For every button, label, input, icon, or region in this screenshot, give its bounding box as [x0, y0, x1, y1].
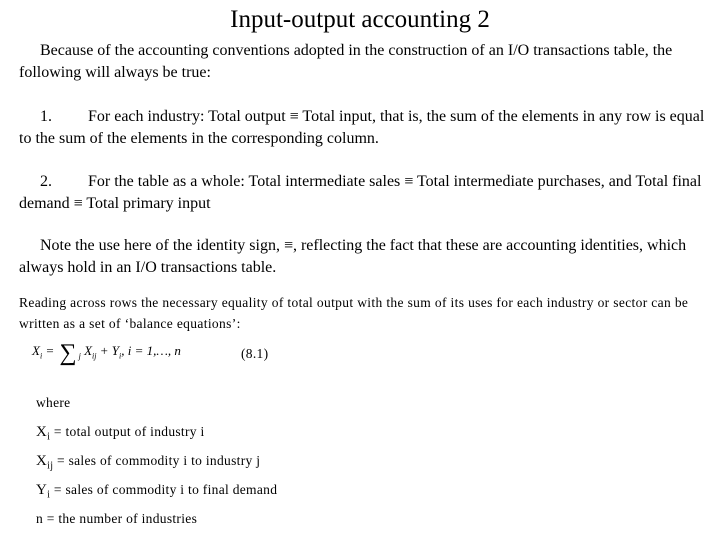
reading-text: Reading across rows the necessary equality of total output with the sum of its uses for each industry or sector can be written as a set of ‘balance equations’: — [19, 295, 689, 331]
definition-item: $X_i$ = total output of industry i — [36, 424, 205, 443]
intro-paragraph — [19, 40, 709, 84]
intro-text: Because of the accounting conventions adopted in the construction of an I/O transactions table, the following will always be true: — [19, 42, 673, 81]
page-title: Input-output accounting 2 — [230, 6, 490, 33]
item-1-paragraph — [19, 106, 709, 150]
note-paragraph — [19, 235, 709, 279]
definitions-list — [36, 392, 277, 537]
item-2-number: 2. — [40, 173, 52, 190]
note-text: Note the use here of the identity sign, ≡, reflecting the fact that these are accounting identities, which always hold in an I/O transactions table. — [19, 237, 687, 276]
equation-formula: $X_i$ = ∑ $_j$ $X_{ij} + Y_i$, i = 1,…, n — [32, 340, 181, 366]
where-label: where — [36, 395, 71, 410]
definition-item: n = the number of industries — [36, 511, 198, 526]
definition-item: $Y_i$ = sales of commodity i to final demand — [36, 482, 278, 501]
item-1-text: For each industry: Total output ≡ Total input, that is, the sum of the elements in any row is equal to the sum of the elements in the corresponding column. — [19, 108, 705, 147]
balance-equation — [32, 340, 432, 370]
reading-paragraph — [19, 292, 709, 334]
definition-item: $X_{ij}$ = sales of commodity i to industry j — [36, 453, 261, 472]
item-1-number: 1. — [40, 108, 52, 125]
item-2-text: For the table as a whole: Total intermediate sales ≡ Total intermediate purchases, and Total final demand ≡ Total primary input — [19, 173, 702, 212]
equation-number: (8.1) — [241, 346, 269, 361]
sigma-symbol: ∑ — [59, 340, 77, 366]
item-2-paragraph — [19, 171, 709, 215]
